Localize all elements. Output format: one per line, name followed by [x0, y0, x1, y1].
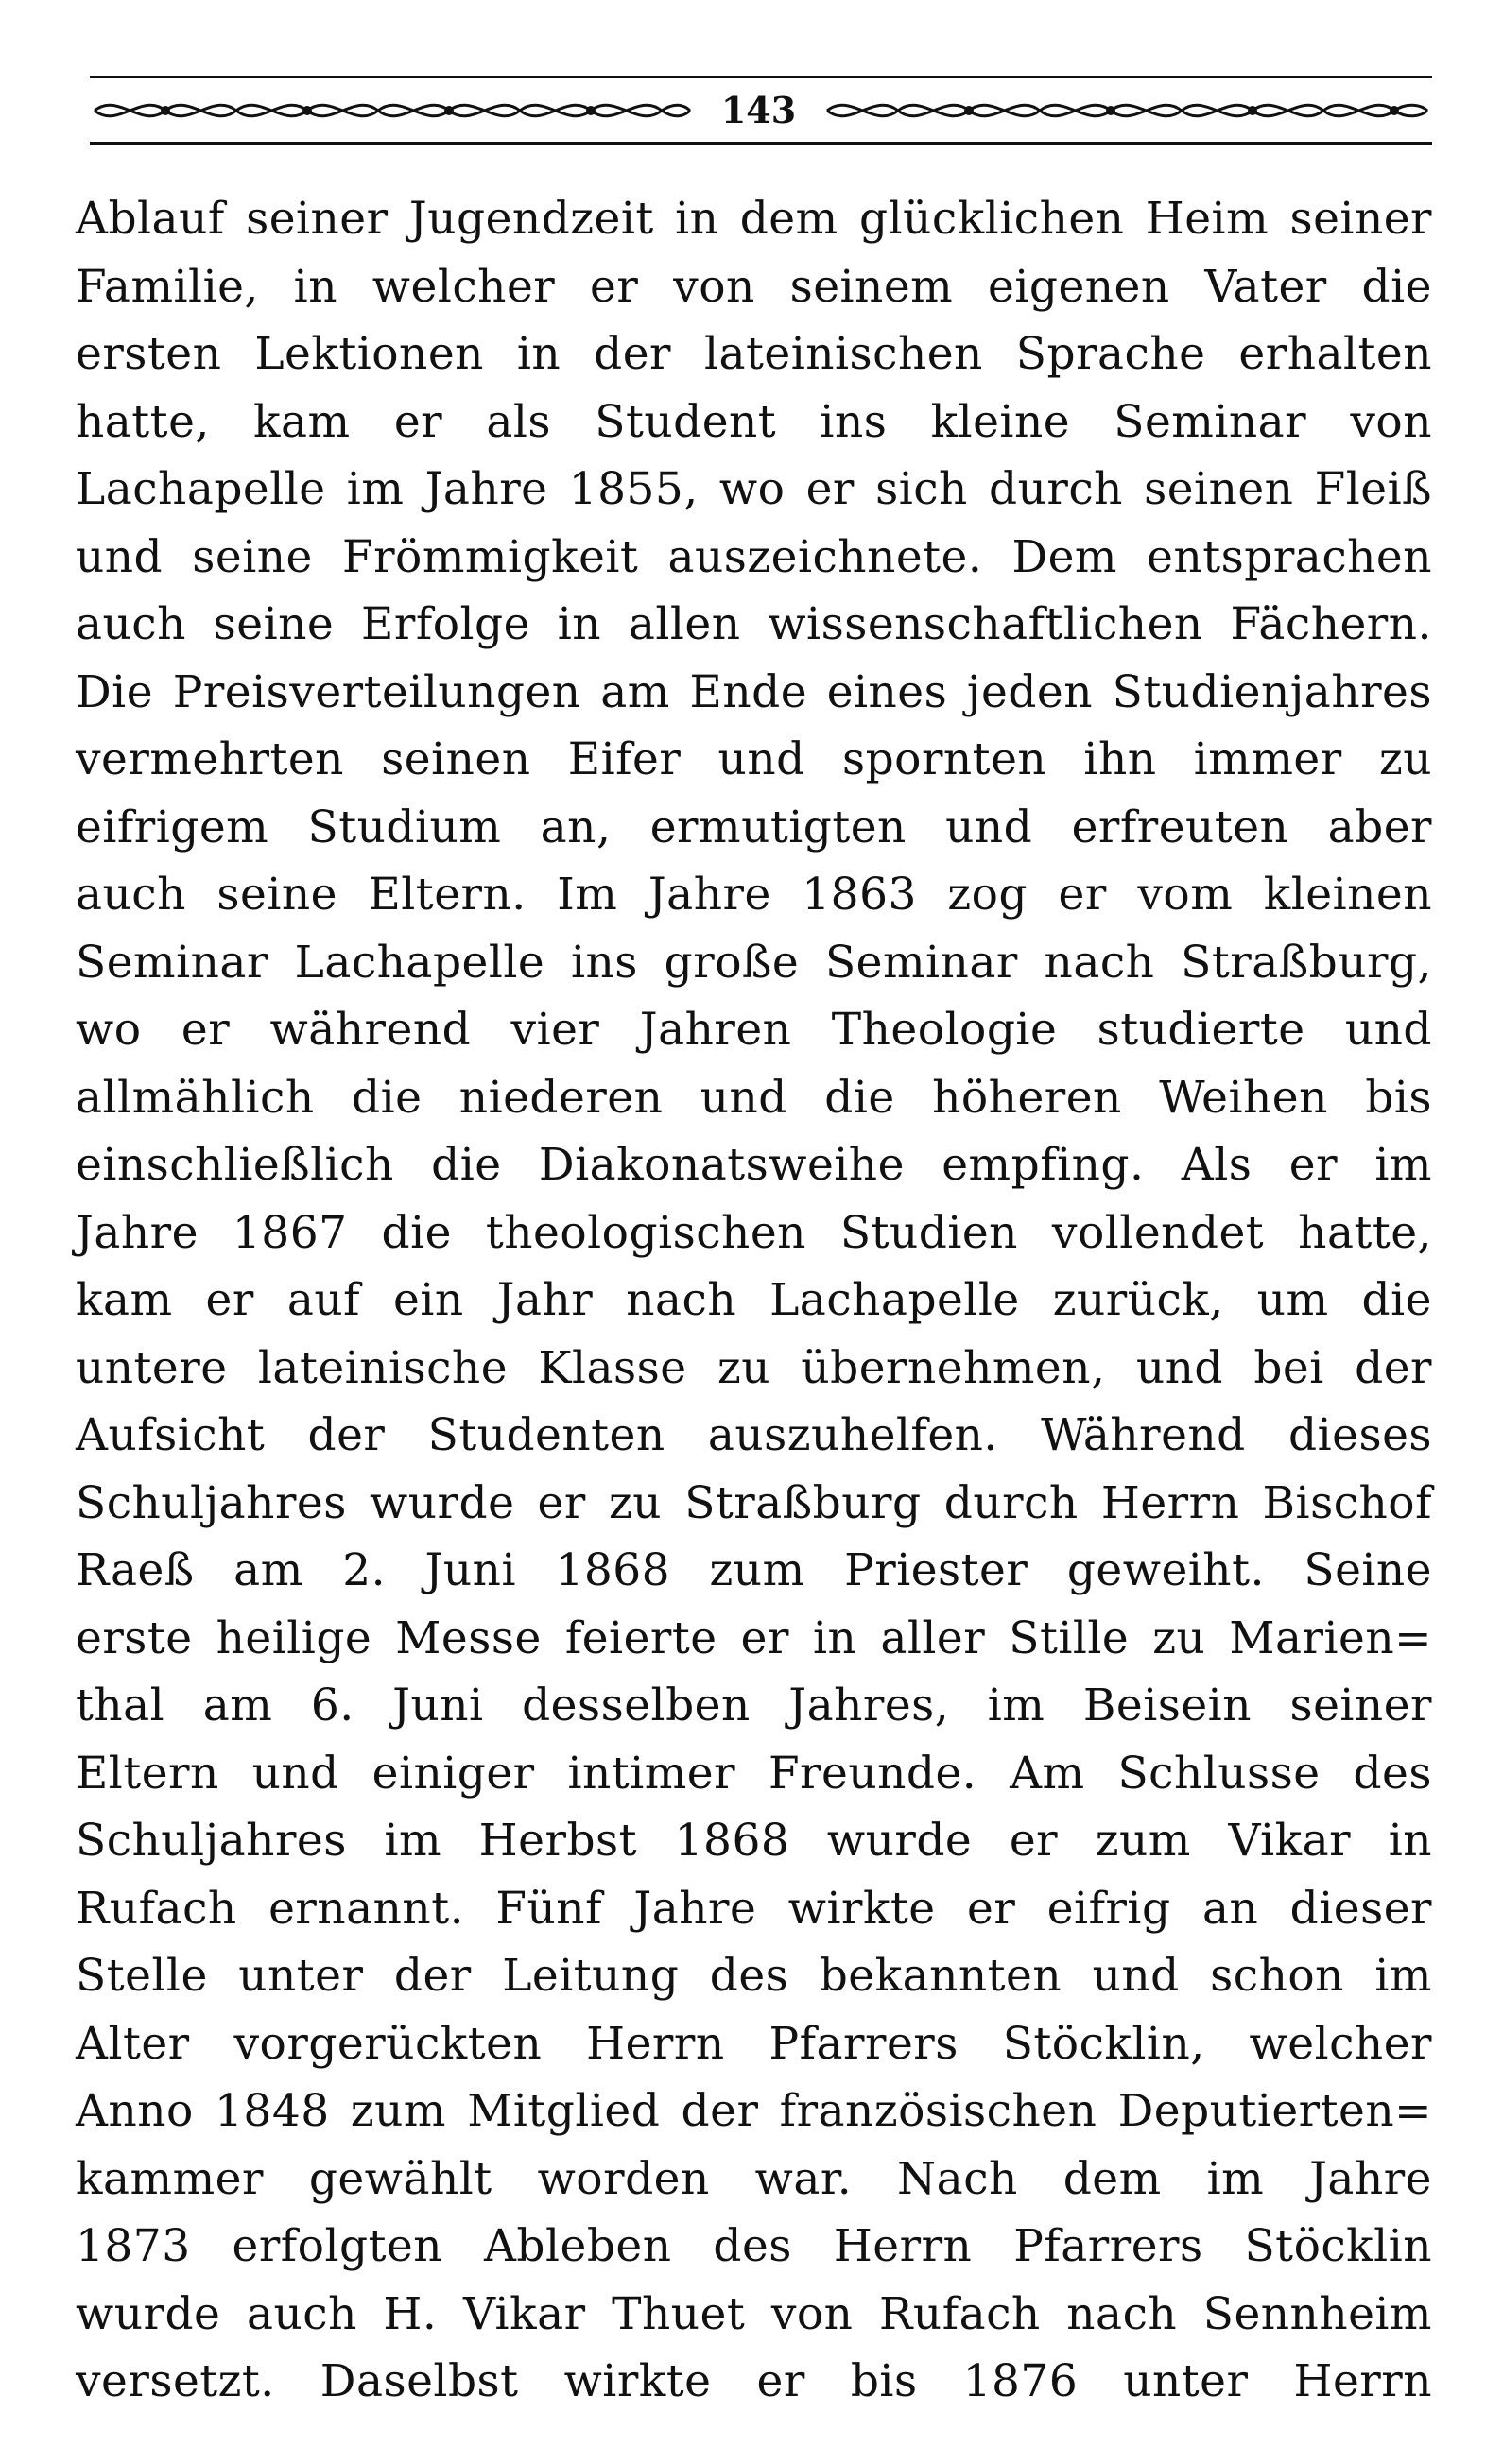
text-line: wo er während vier Jahren Theologie studierte und: [76, 1004, 1432, 1056]
text-line: Rufach ernannt. Fünf Jahre wirkte er eifrig an dieser: [76, 1882, 1432, 1935]
text-line: Die Preisverteilungen am Ende eines jeden Studienjahres: [76, 665, 1432, 718]
text-line: Anno 1848 zum Mitglied der französischen Deputierten=: [76, 2085, 1432, 2137]
text-line: thal am 6. Juni desselben Jahres, im Beisein seiner: [76, 1680, 1432, 1732]
ornament-right-icon: [822, 87, 1432, 134]
text-line: ersten Lektionen in der lateinischen Sprache erhalten: [76, 328, 1432, 380]
body-text: [76, 185, 1432, 2416]
text-line: 1873 erfolgten Ableben des Herrn Pfarrers Stöcklin: [76, 2220, 1432, 2272]
text-line: versetzt. Daselbst wirkte er bis 1876 unter Herrn: [76, 2355, 1432, 2407]
text-line: kammer gewählt worden war. Nach dem im Jahre: [76, 2152, 1432, 2205]
text-line: eifrigem Studium an, ermutigten und erfreuten aber: [76, 801, 1432, 853]
text-line: auch seine Eltern. Im Jahre 1863 zog er vom kleinen: [76, 869, 1432, 921]
text-line: allmählich die niederen und die höheren Weihen bis: [76, 1071, 1432, 1124]
text-line: auch seine Erfolge in allen wissenschaftlichen Fächern.: [76, 598, 1432, 650]
text-line: Raeß am 2. Juni 1868 zum Priester geweiht. Seine: [76, 1544, 1432, 1596]
page-number: 143: [720, 89, 797, 131]
text-line: hatte, kam er als Student ins kleine Seminar von: [76, 395, 1432, 448]
text-line: Schuljahres im Herbst 1868 wurde er zum Vikar in: [76, 1815, 1432, 1867]
text-line: einschließlich die Diakonatsweihe empfing. Als er im: [76, 1139, 1432, 1191]
text-line: Lachapelle im Jahre 1855, wo er sich durch seinen Fleiß: [76, 463, 1432, 515]
text-line: und seine Frömmigkeit auszeichnete. Dem entsprachen: [76, 530, 1432, 583]
text-line: Familie, in welcher er von seinem eigenen Vater die: [76, 260, 1432, 313]
header-rule-top: [90, 76, 1432, 78]
text-line: Alter vorgerückten Herrn Pfarrers Stöcklin, welcher: [76, 2017, 1432, 2070]
page-header: [90, 68, 1432, 153]
text-line: kam er auf ein Jahr nach Lachapelle zurück, um die: [76, 1274, 1432, 1326]
text-line: erste heilige Messe feierte er in aller Stille zu Marien=: [76, 1611, 1432, 1664]
text-line: Stelle unter der Leitung des bekannten und schon im: [76, 1950, 1432, 2002]
text-line: vermehrten seinen Eifer und spornten ihn immer zu: [76, 733, 1432, 785]
header-rule-bottom: [90, 142, 1432, 145]
text-line: Aufsicht der Studenten auszuhelfen. Während dieses: [76, 1409, 1432, 1461]
text-line: Seminar Lachapelle ins große Seminar nach Straßburg,: [76, 936, 1432, 989]
text-line: Eltern und einiger intimer Freunde. Am Schlusse des: [76, 1747, 1432, 1800]
text-line: Schuljahres wurde er zu Straßburg durch Herrn Bischof: [76, 1476, 1432, 1529]
text-line: Ablauf seiner Jugendzeit in dem glücklichen Heim seiner: [76, 193, 1432, 245]
ornament-left-icon: [90, 87, 695, 134]
text-line: wurde auch H. Vikar Thuet von Rufach nach Sennheim: [76, 2287, 1432, 2340]
text-line: Jahre 1867 die theologischen Studien vollendet hatte,: [76, 1206, 1432, 1259]
text-line: untere lateinische Klasse zu übernehmen, und bei der: [76, 1341, 1432, 1394]
